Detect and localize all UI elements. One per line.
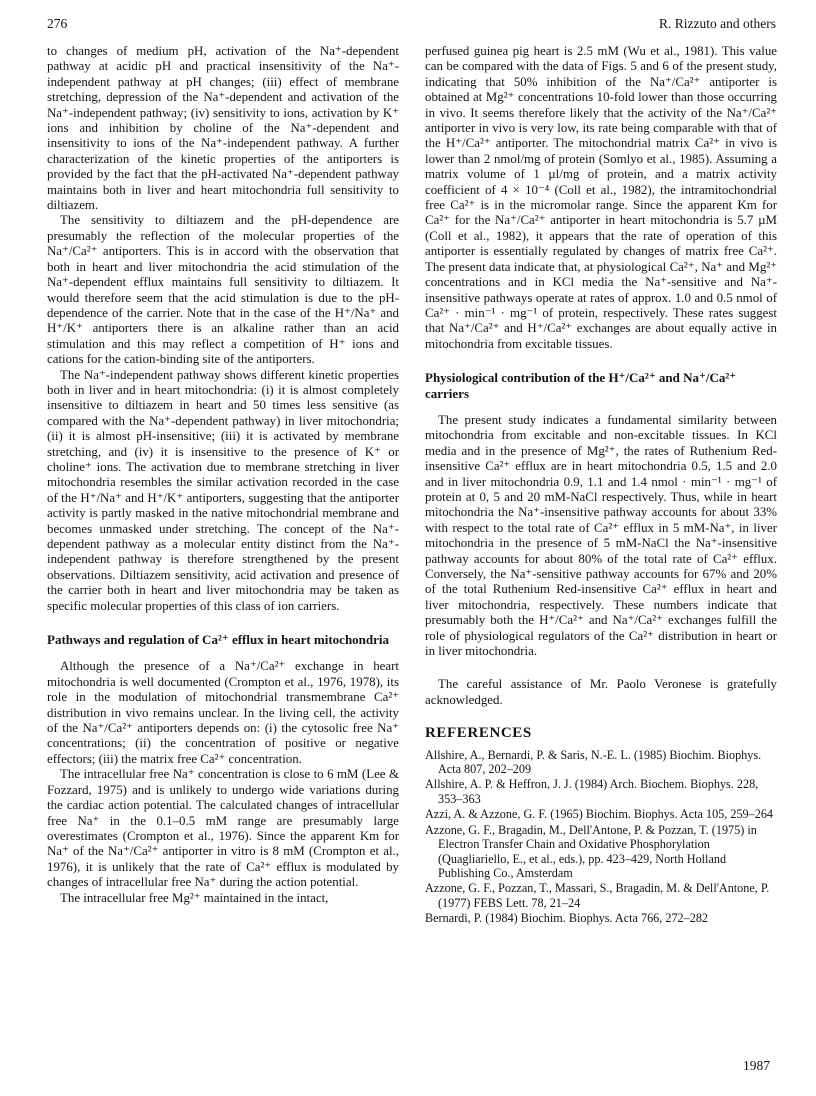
reference-item: Azzi, A. & Azzone, G. F. (1965) Biochim. Biophys. Acta 105, 259–264 — [425, 807, 774, 822]
references-heading: REFERENCES — [425, 725, 532, 742]
body-paragraph: The present study indicates a fundamental similarity between mitochondria from excitable and non-excitable tissues. In KCl media and in the presence of Mg²⁺, the rates of Ruthenium Red-insensitive Ca²⁺ efflux are in heart mitochondria 0.5, 1.5 and 2.0 and in liver mitochondria 0.9, 1.1 and 1.4 nmol · min⁻¹ · mg⁻¹ of protein at 0, 5 and 20 mM-NaCl respectively. Thus, while in heart mitochondria the Na⁺-insensitive pathway accounts for about 33% with respect to the total rate of Ca²⁺ efflux in 5 mM-Na⁺, in liver mitochondria in the presence of 5 mM-NaCl the Na⁺-insensitive pathway accounts for about 80% of the total rate of Ca²⁺ efflux. Conversely, the Na⁺-sensitive pathway accounts for 67% and 20% of the total Ruthenium Red-insensitive Ca²⁺ efflux in heart and liver mitochondria, respectively. These numbers indicate that presumably both the H⁺/Ca²⁺ and Na⁺/Ca²⁺ exchanges fulfill the role of physiological regulators of the Ca²⁺ distribution in heart or in liver mitochondria. — [425, 412, 777, 659]
body-paragraph: The sensitivity to diltiazem and the pH-dependence are presumably the reflection of the molecular properties of the Na⁺/Ca²⁺ antiporters. This is in accord with the observation that both in heart and liver mitochondria the acid stimulation of the Na⁺-dependent efflux maintains full sensitivity to diltiazem. It would therefore seem that the acid stimulation is due to the pH-dependence of the carrier. Note that in the case of the H⁺/Na⁺ and H⁺/K⁺ antiporters there is an alkaline rather than an acid stimulation and this may reflect a competition of H⁺ ions and cations for the cation-binding site of the antiporters. — [47, 213, 399, 367]
section-heading: Pathways and regulation of Ca²⁺ efflux in heart mitochondria — [47, 632, 390, 648]
body-paragraph: to changes of medium pH, activation of the Na⁺-dependent pathway at acidic pH and practical insensitivity of the Na⁺-independent pathway at pH changes; (iii) effect of membrane stretching, depression of the Na⁺-dependent and activation of the Na⁺-independent pathway; (iv) sensitivity to ions, activation by K⁺ ions and inhibition by choline of the Na⁺-dependent and insensitivity to ions of the Na⁺-independent pathway. A further characterization of the kinetic properties of the antiporters is provided by the fact that the pH-activated Na⁺-dependent pathway maintains both in liver and heart mitochondria full sensitivity to diltiazem. — [47, 44, 399, 213]
page-number: 276 — [47, 16, 68, 31]
body-paragraph: The intracellular free Mg²⁺ maintained in the intact, — [60, 890, 329, 905]
reference-item: Azzone, G. F., Pozzan, T., Massari, S., Bragadin, M. & Dell'Antone, P. (1977) FEBS Lett. 78, 21–24 — [425, 881, 770, 910]
reference-item: Bernardi, P. (1984) Biochim. Biophys. Acta 766, 272–282 — [425, 911, 709, 926]
right-column — [425, 44, 777, 927]
reference-item: Allshire, A. P. & Heffron, J. J. (1984) Arch. Biochem. Biophys. 228, 353–363 — [425, 777, 759, 806]
acknowledgement: The careful assistance of Mr. Paolo Veronese is gratefully acknowledged. — [425, 677, 777, 707]
section-heading: Physiological contribution of the H⁺/Ca²⁺ and Na⁺/Ca²⁺ carriers — [425, 370, 737, 401]
left-column — [47, 44, 399, 906]
body-paragraph: Although the presence of a Na⁺/Ca²⁺ exchange in heart mitochondria is well documented (Crompton et al., 1976, 1978), its role in the modulation of mitochondrial transmembrane Ca²⁺ distribution in vivo remains unclear. In the living cell, the activity of the Na⁺/Ca²⁺ antiporters depends on: (i) the cytosolic free Na⁺ concentrations; (ii) the concentration of positive or negative effectors; (iii) the matrix free Ca²⁺ concentration. — [47, 659, 399, 766]
body-paragraph: perfused guinea pig heart is 2.5 mM (Wu et al., 1981). This value can be compared with the data of Figs. 5 and 6 of the present study, indicating that 50% inhibition of the Na⁺/Ca²⁺ antiporter is obtained at Mg²⁺ concentrations 10-fold lower than those occurring in vivo. It seems therefore likely that the activity of the Na⁺/Ca²⁺ antiporter in vivo is very low, its rate being comparable with that of the H⁺/Ca²⁺ antiporter. The mitochondrial matrix Ca²⁺ in vivo is lower than 2 nmol/mg of protein (Somlyo et al., 1985). Assuming a matrix volume of 1 µl/mg of protein, and a matrix activity coefficient of 4 × 10⁻⁴ (Coll et al., 1982), the intramitochondrial free Ca²⁺ is in the micromolar range. Since the apparent Km for Ca²⁺ for the Na⁺/Ca²⁺ antiporter in heart mitochondria is 5.7 µM (Coll et al., 1982), it appears that the rate of operation of this antiporter is essentially regulated by changes of matrix free Ca²⁺. The present data indicate that, at physiological Ca²⁺, Na⁺ and Mg²⁺ concentrations and in KCl media the Na⁺-sensitive and Na⁺-insensitive pathways operate at rates of approx. 1.0 and 0.5 nmol of Ca²⁺ · min⁻¹ · mg⁻¹ of protein, respectively. These rates suggest that Na⁺/Ca²⁺ and H⁺/Ca²⁺ exchanges are about equally active in mitochondria from excitable tissues. — [425, 44, 777, 351]
running-title: R. Rizzuto and others — [659, 16, 776, 31]
body-paragraph: The intracellular free Na⁺ concentration is close to 6 mM (Lee & Fozzard, 1975) and is unlikely to undergo wide variations during the cardiac action potential. The calculated changes of intracellular free Na⁺ in the 0.1–0.5 mM range are presumably large overestimates (Crompton et al., 1976). Since the apparent Km for Na⁺ of the Na⁺/Ca²⁺ antiporter in vitro is 8 mM (Crompton et al., 1976), it is unlikely that the rate of Ca²⁺ efflux is modulated by changes of intracellular free Na⁺ during the action potential. — [47, 767, 399, 890]
body-paragraph: The Na⁺-independent pathway shows different kinetic properties both in liver and in heart mitochondria: (i) it is almost completely insensitive to diltiazem in heart and 50 times less sensitive (as compared with the Na⁺-dependent pathway) in liver mitochondria; (ii) it is almost pH-insensitive; (iii) it is activated by membrane stretching, and (iv) it is insensitive to the presence of K⁺ or choline⁺ ions. The activation due to membrane stretching in liver mitochondria resembles the similar activation recorded in the case of the H⁺/Na⁺ and H⁺/K⁺ antiporters, suggesting that the antiporter activity is partly masked in the native mitochondrial membrane and becomes unmasked under stretching. The concept of the Na⁺-dependent pathway as a molecular entity distinct from the Na⁺-independent pathway is therefore strengthened by the present observations. Diltiazem sensitivity, acid activation and presence of the carrier both in heart and liver mitochondria may be taken as specific molecular properties of this class of ion carriers. — [47, 367, 399, 613]
reference-item: Allshire, A., Bernardi, P. & Saris, N.-E. L. (1985) Biochim. Biophys. Acta 807, 202–209 — [425, 747, 762, 777]
footer-page-number: 1987 — [743, 1058, 770, 1073]
reference-item: Azzone, G. F., Bragadin, M., Dell'Antone, P. & Pozzan, T. (1975) in Electron Transfer Chain and Oxidative Phosphorylation (Quagliariello, E., et al., eds.), pp. 423–429, North Holland Publishing Co., Amsterdam — [425, 822, 757, 880]
